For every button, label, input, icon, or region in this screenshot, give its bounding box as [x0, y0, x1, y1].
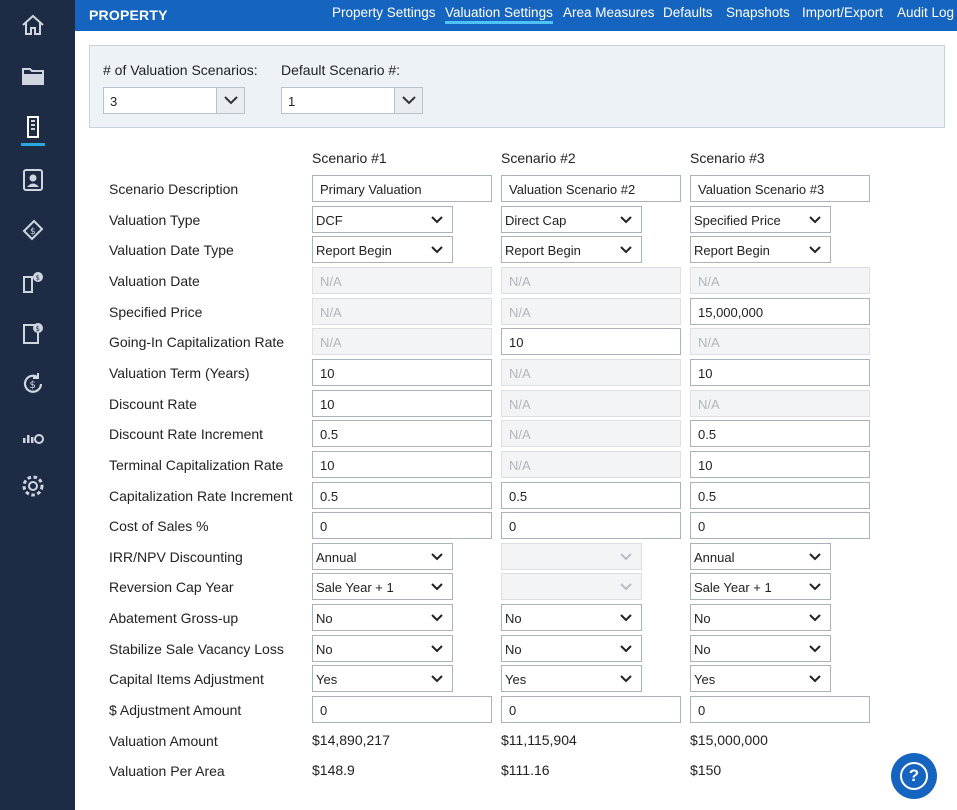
- reversion-cap-year-s3-selected-value: Sale Year + 1: [694, 580, 772, 595]
- tab-property-settings[interactable]: Property Settings: [332, 5, 436, 20]
- going-in-capitalization-rate-s1-input: N/A: [312, 328, 492, 355]
- valuation-amount-s2-value: $11,115,904: [501, 732, 577, 748]
- cost-of-sales-s1-input[interactable]: 0: [312, 512, 492, 539]
- abatement-gross-up-s1-selected-value: No: [316, 611, 333, 626]
- capitalization-rate-increment-label: Capitalization Rate Increment: [109, 488, 293, 504]
- reversion-cap-year-s1-select[interactable]: [312, 573, 453, 600]
- specified-price-s2-input: N/A: [501, 298, 681, 325]
- capital-items-adjustment-s1-selected-value: Yes: [316, 672, 338, 687]
- default-scenario-select[interactable]: [281, 87, 423, 114]
- chevron-down-icon[interactable]: [394, 88, 422, 113]
- scenario-description-s3-input[interactable]: Valuation Scenario #3: [690, 175, 870, 202]
- cost-of-sales-s2-input[interactable]: 0: [501, 512, 681, 539]
- discount-rate-increment-s2-input: N/A: [501, 420, 681, 447]
- valuation-date-type-label: Valuation Date Type: [109, 242, 234, 258]
- terminal-capitalization-rate-s1-input[interactable]: 10: [312, 451, 492, 478]
- valuation-amount-s3-value: $15,000,000: [690, 732, 768, 748]
- svg-text:$: $: [29, 380, 36, 391]
- capital-items-adjustment-label: Capital Items Adjustment: [109, 671, 264, 687]
- scenario-settings-panel: [89, 45, 945, 128]
- scenario-description-s1-input[interactable]: Primary Valuation: [312, 175, 492, 202]
- reversion-cap-year-s1-selected-value: Sale Year + 1: [316, 580, 394, 595]
- active-nav-indicator: [21, 143, 45, 146]
- chevron-down-icon: [809, 216, 821, 224]
- valuation-date-type-s3-selected-value: Report Begin: [694, 243, 770, 258]
- chevron-down-icon[interactable]: [216, 88, 244, 113]
- discount-rate-increment-s3-input[interactable]: 0.5: [690, 420, 870, 447]
- tab-valuation-settings[interactable]: Valuation Settings: [445, 5, 553, 24]
- valuation-type-s2-selected-value: Direct Cap: [505, 213, 567, 228]
- irr-npv-discounting-label: IRR/NPV Discounting: [109, 549, 243, 565]
- capitalization-rate-increment-s3-input[interactable]: 0.5: [690, 482, 870, 509]
- cost-of-sales-label: Cost of Sales %: [109, 518, 209, 534]
- abatement-gross-up-s3-selected-value: No: [694, 611, 711, 626]
- irr-npv-discounting-s3-selected-value: Annual: [694, 550, 735, 565]
- scenario-2-header: Scenario #2: [501, 150, 576, 166]
- chevron-down-icon: [809, 675, 821, 683]
- document-dollar-icon[interactable]: [19, 319, 47, 347]
- chevron-down-icon: [431, 614, 443, 622]
- specified-price-label: Specified Price: [109, 304, 203, 320]
- home-icon[interactable]: [19, 11, 47, 39]
- question-icon: ?: [900, 762, 928, 790]
- scenario-3-header: Scenario #3: [690, 150, 765, 166]
- chevron-down-icon: [431, 246, 443, 254]
- default-scenario-label: Default Scenario #:: [281, 62, 401, 78]
- top-nav-bar: [75, 0, 957, 31]
- going-in-capitalization-rate-s3-input: N/A: [690, 328, 870, 355]
- stabilize-sale-vacancy-loss-label: Stabilize Sale Vacancy Loss: [109, 641, 284, 657]
- app-title: PROPERTY: [89, 7, 168, 23]
- valuation-amount-s1-value: $14,890,217: [312, 732, 390, 748]
- reversion-cap-year-s2-select: [501, 573, 642, 600]
- chevron-down-icon: [620, 675, 632, 683]
- chevron-down-icon: [809, 645, 821, 653]
- stabilize-sale-vacancy-loss-s1-select[interactable]: [312, 635, 453, 662]
- chevron-down-icon: [809, 614, 821, 622]
- valuation-type-s2-select[interactable]: [501, 206, 642, 233]
- valuation-term-years-label: Valuation Term (Years): [109, 365, 250, 381]
- chevron-down-icon: [809, 246, 821, 254]
- valuation-date-type-s3-select[interactable]: [690, 236, 831, 263]
- going-in-capitalization-rate-label: Going-In Capitalization Rate: [109, 334, 285, 350]
- capital-items-adjustment-s2-select[interactable]: [501, 665, 642, 692]
- tab-area-measures[interactable]: Area Measures: [563, 5, 655, 20]
- chart-gauge-icon[interactable]: [19, 421, 47, 449]
- valuation-date-s2-input: N/A: [501, 267, 681, 294]
- svg-text:$: $: [35, 274, 40, 282]
- chevron-down-icon: [809, 553, 821, 561]
- discount-rate-s2-input: N/A: [501, 390, 681, 417]
- adjustment-amount-s2-input[interactable]: 0: [501, 696, 681, 723]
- scenario-count-select[interactable]: [103, 87, 245, 114]
- chevron-down-icon: [620, 216, 632, 224]
- discount-rate-s3-input: N/A: [690, 390, 870, 417]
- valuation-date-type-s1-select[interactable]: [312, 236, 453, 263]
- discount-rate-s1-input[interactable]: 10: [312, 390, 492, 417]
- default-scenario-value: 1: [288, 94, 296, 109]
- chevron-down-icon: [620, 246, 632, 254]
- adjustment-amount-s1-input[interactable]: 0: [312, 696, 492, 723]
- terminal-capitalization-rate-s3-input[interactable]: 10: [690, 451, 870, 478]
- scenario-count-value: 3: [110, 94, 118, 109]
- money-tag-icon[interactable]: [19, 216, 47, 244]
- valuation-date-type-s2-select[interactable]: [501, 236, 642, 263]
- capital-items-adjustment-s2-selected-value: Yes: [505, 672, 527, 687]
- irr-npv-discounting-s1-selected-value: Annual: [316, 550, 357, 565]
- valuation-date-s1-input: N/A: [312, 267, 492, 294]
- irr-npv-discounting-s1-select[interactable]: [312, 543, 453, 570]
- capital-items-adjustment-s1-select[interactable]: [312, 665, 453, 692]
- chevron-down-icon: [620, 614, 632, 622]
- valuation-per-area-label: Valuation Per Area: [109, 763, 225, 779]
- tab-snapshots[interactable]: Snapshots: [726, 5, 790, 20]
- abatement-gross-up-s1-select[interactable]: [312, 604, 453, 631]
- chevron-down-icon: [431, 553, 443, 561]
- valuation-type-label: Valuation Type: [109, 212, 201, 228]
- adjustment-amount-s3-input[interactable]: 0: [690, 696, 870, 723]
- chevron-down-icon: [620, 553, 632, 561]
- discount-rate-label: Discount Rate: [109, 396, 197, 412]
- building-icon[interactable]: [19, 113, 47, 141]
- valuation-term-years-s3-input[interactable]: 10: [690, 359, 870, 386]
- chevron-down-icon: [431, 645, 443, 653]
- sidebar: [0, 0, 75, 810]
- tab-audit-log[interactable]: Audit Log: [897, 5, 955, 20]
- stabilize-sale-vacancy-loss-s3-select[interactable]: [690, 635, 831, 662]
- chevron-down-icon: [809, 583, 821, 591]
- help-button[interactable]: [891, 753, 937, 799]
- specified-price-s3-input[interactable]: 15,000,000: [690, 298, 870, 325]
- capital-items-adjustment-s3-select[interactable]: [690, 665, 831, 692]
- valuation-date-type-s1-selected-value: Report Begin: [316, 243, 392, 258]
- scenario-description-label: Scenario Description: [109, 181, 239, 197]
- valuation-date-s3-input: N/A: [690, 267, 870, 294]
- capital-items-adjustment-s3-selected-value: Yes: [694, 672, 716, 687]
- valuation-term-years-s2-input: N/A: [501, 359, 681, 386]
- property-dollar-icon[interactable]: [19, 268, 47, 296]
- abatement-gross-up-label: Abatement Gross-up: [109, 610, 239, 626]
- capitalization-rate-increment-s2-input[interactable]: 0.5: [501, 482, 681, 509]
- valuation-date-type-s2-selected-value: Report Begin: [505, 243, 581, 258]
- refresh-dollar-icon[interactable]: [19, 370, 47, 398]
- cost-of-sales-s3-input[interactable]: 0: [690, 512, 870, 539]
- scenario-description-s2-input[interactable]: Valuation Scenario #2: [501, 175, 681, 202]
- stabilize-sale-vacancy-loss-s2-select[interactable]: [501, 635, 642, 662]
- discount-rate-increment-s1-input[interactable]: 0.5: [312, 420, 492, 447]
- svg-text:$: $: [35, 325, 40, 333]
- chevron-down-icon: [431, 216, 443, 224]
- valuation-type-s1-select[interactable]: [312, 206, 453, 233]
- tab-import-export[interactable]: Import/Export: [802, 5, 884, 20]
- capitalization-rate-increment-s1-input[interactable]: 0.5: [312, 482, 492, 509]
- adjustment-amount-label: $ Adjustment Amount: [109, 702, 242, 718]
- valuation-per-area-s3-value: $150: [690, 762, 722, 778]
- scenario-count-label: # of Valuation Scenarios:: [103, 62, 258, 78]
- irr-npv-discounting-s2-select: [501, 543, 642, 570]
- chevron-down-icon: [620, 645, 632, 653]
- svg-text:$: $: [30, 227, 36, 237]
- valuation-date-label: Valuation Date: [109, 273, 200, 289]
- person-card-icon[interactable]: [19, 166, 47, 194]
- reversion-cap-year-s3-select[interactable]: [690, 573, 831, 600]
- chevron-down-icon: [431, 583, 443, 591]
- stabilize-sale-vacancy-loss-s2-selected-value: No: [505, 642, 522, 657]
- stabilize-sale-vacancy-loss-s1-selected-value: No: [316, 642, 333, 657]
- terminal-capitalization-rate-s2-input: N/A: [501, 451, 681, 478]
- valuation-per-area-s2-value: $111.16: [501, 762, 550, 778]
- folder-icon[interactable]: [19, 62, 47, 90]
- valuation-type-s3-selected-value: Specified Price: [694, 213, 781, 228]
- discount-rate-increment-label: Discount Rate Increment: [109, 426, 264, 442]
- tab-defaults[interactable]: Defaults: [663, 5, 713, 20]
- valuation-type-s1-selected-value: DCF: [316, 213, 343, 228]
- valuation-type-s3-select[interactable]: [690, 206, 831, 233]
- chevron-down-icon: [620, 583, 632, 591]
- chevron-down-icon: [431, 675, 443, 683]
- valuation-per-area-s1-value: $148.9: [312, 762, 355, 778]
- scenario-1-header: Scenario #1: [312, 150, 387, 166]
- abatement-gross-up-s2-selected-value: No: [505, 611, 522, 626]
- irr-npv-discounting-s3-select[interactable]: [690, 543, 831, 570]
- abatement-gross-up-s3-select[interactable]: [690, 604, 831, 631]
- going-in-capitalization-rate-s2-input[interactable]: 10: [501, 328, 681, 355]
- stabilize-sale-vacancy-loss-s3-selected-value: No: [694, 642, 711, 657]
- terminal-capitalization-rate-label: Terminal Capitalization Rate: [109, 457, 284, 473]
- valuation-amount-label: Valuation Amount: [109, 733, 218, 749]
- gear-icon[interactable]: [19, 472, 47, 500]
- abatement-gross-up-s2-select[interactable]: [501, 604, 642, 631]
- valuation-term-years-s1-input[interactable]: 10: [312, 359, 492, 386]
- specified-price-s1-input: N/A: [312, 298, 492, 325]
- reversion-cap-year-label: Reversion Cap Year: [109, 579, 234, 595]
